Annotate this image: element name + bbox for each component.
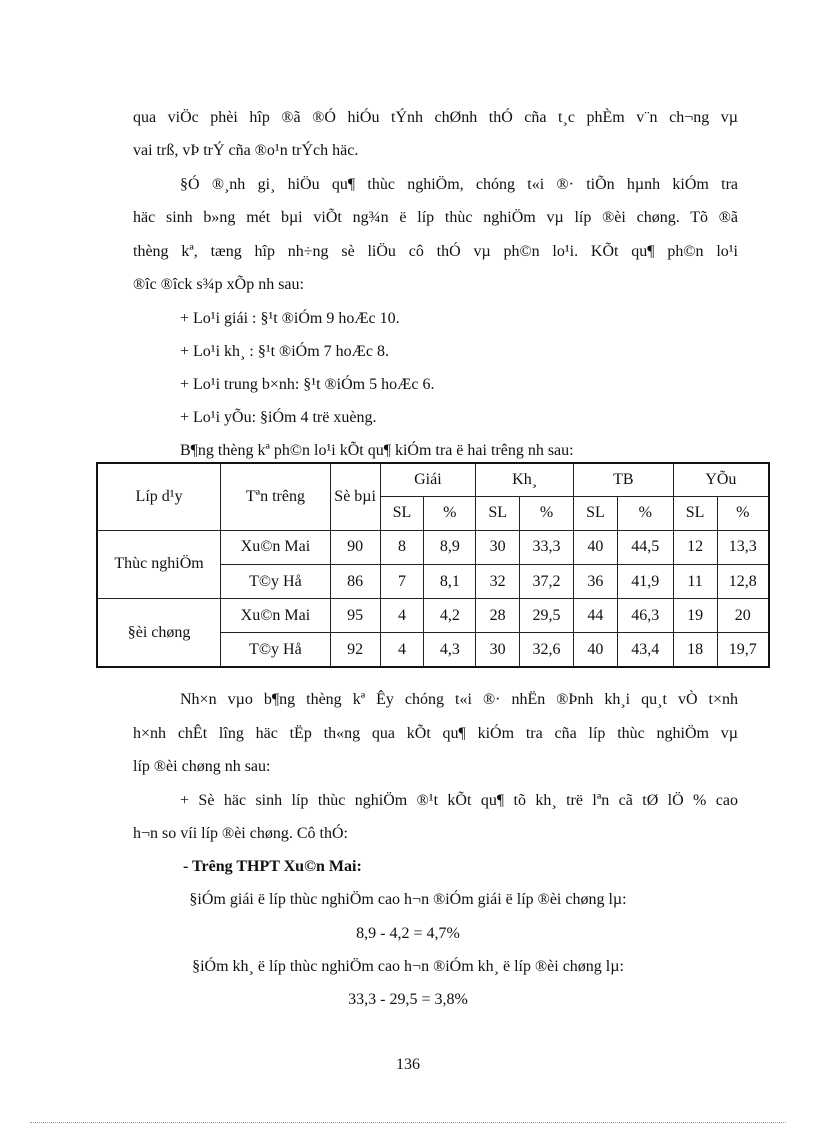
- value-cell: 4: [380, 599, 424, 633]
- value-cell: 8: [380, 530, 424, 564]
- kha-formula: 33,3 - 29,5 = 3,8%: [348, 991, 468, 1008]
- body-text-line: §Ó ®¸nh gi¸ hiÖu qu¶ thùc nghiÖm, chóng t«i ®· tiÕn hµnh kiÓm tra: [180, 176, 738, 193]
- value-cell: 12,8: [717, 564, 769, 598]
- table-caption: B¶ng thèng kª ph©n lo¹i kÕt qu¶ kiÓm tra ë hai trêng nh sau:: [180, 442, 574, 459]
- header-pct: %: [617, 496, 673, 530]
- results-table: [96, 462, 770, 668]
- school-cell: T©y Hå: [221, 564, 331, 598]
- value-cell: 33,3: [520, 530, 574, 564]
- body-text-line: häc sinh b»ng mét bµi viÕt ng¾n ë líp thùc nghiÖm vµ líp ®èi chøng. Tõ ®ã: [133, 209, 738, 226]
- value-cell: 32: [476, 564, 520, 598]
- group-label: Thùc nghiÖm: [97, 530, 221, 598]
- value-cell: 30: [476, 530, 520, 564]
- kha-comparison: §iÓm kh¸ ë líp thùc nghiÖm cao h¬n ®iÓm kh¸ ë líp ®èi chøng lµ:: [192, 958, 624, 975]
- value-cell: 19,7: [717, 633, 769, 667]
- school-cell: Xu©n Mai: [221, 530, 331, 564]
- category-kha: + Lo¹i kh¸ : §¹t ®iÓm 7 hoÆc 8.: [180, 343, 389, 360]
- value-cell: 13,3: [717, 530, 769, 564]
- so-bai-cell: 92: [330, 633, 380, 667]
- value-cell: 29,5: [520, 599, 574, 633]
- header-so-bai: Sè bµi: [330, 463, 380, 530]
- value-cell: 11: [673, 564, 717, 598]
- category-yeu: + Lo¹i yÕu: §iÓm 4 trë xuèng.: [180, 409, 377, 426]
- so-bai-cell: 95: [330, 599, 380, 633]
- value-cell: 41,9: [617, 564, 673, 598]
- value-cell: 43,4: [617, 633, 673, 667]
- header-sl: SL: [476, 496, 520, 530]
- header-tb: TB: [573, 463, 673, 496]
- school-cell: T©y Hå: [221, 633, 331, 667]
- school-heading: - Trêng THPT Xu©n Mai:: [183, 858, 362, 875]
- header-pct: %: [717, 496, 769, 530]
- value-cell: 8,9: [424, 530, 476, 564]
- header-pct: %: [424, 496, 476, 530]
- body-text-line: vai trß, vÞ trÝ cña ®o¹n trÝch häc.: [133, 142, 359, 159]
- category-gioi: + Lo¹i giái : §¹t ®iÓm 9 hoÆc 10.: [180, 310, 400, 327]
- group-label: §èi chøng: [97, 599, 221, 667]
- value-cell: 40: [573, 633, 617, 667]
- table-row: [97, 530, 769, 564]
- school-cell: Xu©n Mai: [221, 599, 331, 633]
- so-bai-cell: 86: [330, 564, 380, 598]
- value-cell: 40: [573, 530, 617, 564]
- table-row: [97, 599, 769, 633]
- so-bai-cell: 90: [330, 530, 380, 564]
- header-kha: Kh¸: [476, 463, 574, 496]
- header-sl: SL: [380, 496, 424, 530]
- page-number: 136: [396, 1056, 420, 1073]
- gioi-comparison: §iÓm giái ë líp thùc nghiÖm cao h¬n ®iÓm giái ë líp ®èi chøng lµ:: [189, 891, 627, 908]
- value-cell: 44: [573, 599, 617, 633]
- value-cell: 7: [380, 564, 424, 598]
- value-cell: 44,5: [617, 530, 673, 564]
- body-text-line: thèng kª, tæng hîp nh÷ng sè liÖu cô thÓ vµ ph©n lo¹i. KÕt qu¶ ph©n lo¹i: [133, 243, 738, 260]
- value-cell: 30: [476, 633, 520, 667]
- value-cell: 8,1: [424, 564, 476, 598]
- body-text-line: Nh×n vµo b¶ng thèng kª Êy chóng t«i ®· nhËn ®Þnh kh¸i qu¸t vÒ t×nh: [180, 691, 738, 708]
- value-cell: 12: [673, 530, 717, 564]
- header-gioi: Giái: [380, 463, 476, 496]
- value-cell: 36: [573, 564, 617, 598]
- value-cell: 4,2: [424, 599, 476, 633]
- body-text-line: ®îc ®îck s¾p xÕp nh sau:: [133, 276, 304, 293]
- value-cell: 32,6: [520, 633, 574, 667]
- header-sl: SL: [673, 496, 717, 530]
- body-text-line: líp ®èi chøng nh sau:: [133, 758, 271, 775]
- header-sl: SL: [573, 496, 617, 530]
- header-yeu: YÕu: [673, 463, 769, 496]
- body-text-line: qua viÖc phèi hîp ®ã ®Ó hiÓu tÝnh chØnh thÓ cña t¸c phÈm v¨n ch¬ng vµ: [133, 109, 738, 126]
- value-cell: 46,3: [617, 599, 673, 633]
- body-text-line: h×nh chÊt lîng häc tËp th«ng qua kÕt qu¶ kiÓm tra cña líp thùc nghiÖm vµ: [133, 725, 738, 742]
- body-text-line: + Sè häc sinh líp thùc nghiÖm ®¹t kÕt qu¶ tõ kh¸ trë lªn cã tØ lÖ % cao: [180, 792, 738, 809]
- body-text-line: h¬n so víi líp ®èi chøng. Cô thÓ:: [133, 825, 348, 842]
- gioi-formula: 8,9 - 4,2 = 4,7%: [356, 925, 460, 942]
- header-ten-truong: Tªn trêng: [221, 463, 331, 530]
- value-cell: 4,3: [424, 633, 476, 667]
- value-cell: 4: [380, 633, 424, 667]
- value-cell: 18: [673, 633, 717, 667]
- header-pct: %: [520, 496, 574, 530]
- category-tb: + Lo¹i trung b×nh: §¹t ®iÓm 5 hoÆc 6.: [180, 376, 435, 393]
- value-cell: 20: [717, 599, 769, 633]
- value-cell: 37,2: [520, 564, 574, 598]
- header-lop-day: Líp d¹y: [97, 463, 221, 530]
- value-cell: 28: [476, 599, 520, 633]
- value-cell: 19: [673, 599, 717, 633]
